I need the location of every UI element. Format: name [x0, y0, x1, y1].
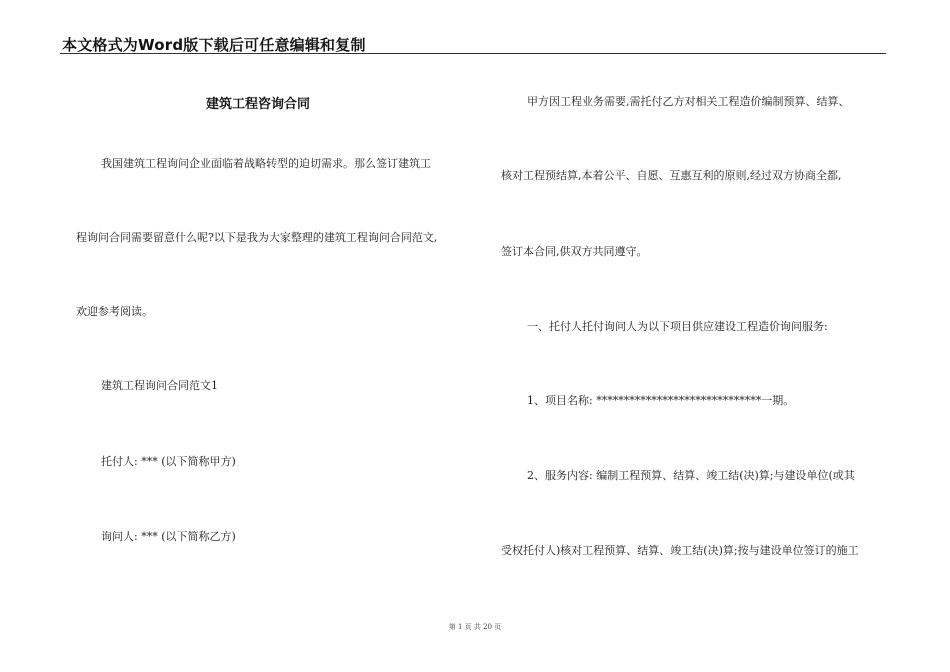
section-heading: 一、托付人托付询问人为以下项目供应建设工程造价询问服务: — [527, 320, 828, 333]
document-title: 建筑工程咨询合同 — [206, 97, 311, 112]
right-paragraph-line: 核对工程预结算,本着公平、自愿、互惠互利的原则,经过双方协商全都, — [501, 169, 842, 182]
download-banner: 本文格式为Word版下载后可任意编辑和复制 — [62, 36, 366, 54]
contract-subtitle: 建筑工程询问合同范文1 — [101, 379, 218, 392]
left-paragraph-line: 我国建筑工程询问企业面临着战略转型的迫切需求。那么签订建筑工 — [101, 157, 431, 170]
party-b-line: 询问人: *** (以下简称乙方) — [101, 530, 236, 543]
header-rule — [60, 53, 886, 54]
service-content-line: 受权托付人)核对工程预算、结算、竣工结(决)算;按与建设单位签订的施工 — [501, 544, 859, 557]
left-paragraph-line: 欢迎参考阅读。 — [76, 305, 153, 318]
project-name-line: 1、项目名称: ******************************一期。 — [527, 394, 795, 407]
page-number: 第 1 页 共 20 页 — [448, 623, 502, 631]
right-paragraph-line: 签订本合同,供双方共同遵守。 — [501, 245, 648, 258]
left-paragraph-line: 程询问合同需要留意什么呢?以下是我为大家整理的建筑工程询问合同范文, — [76, 231, 438, 244]
right-paragraph-line: 甲方因工程业务需要,需托付乙方对相关工程造价编制预算、结算、 — [527, 95, 850, 108]
service-content-line: 2、服务内容: 编制工程预算、结算、竣工结(决)算;与建设单位(或其 — [527, 469, 855, 482]
party-a-line: 托付人: *** (以下简称甲方) — [101, 455, 236, 468]
